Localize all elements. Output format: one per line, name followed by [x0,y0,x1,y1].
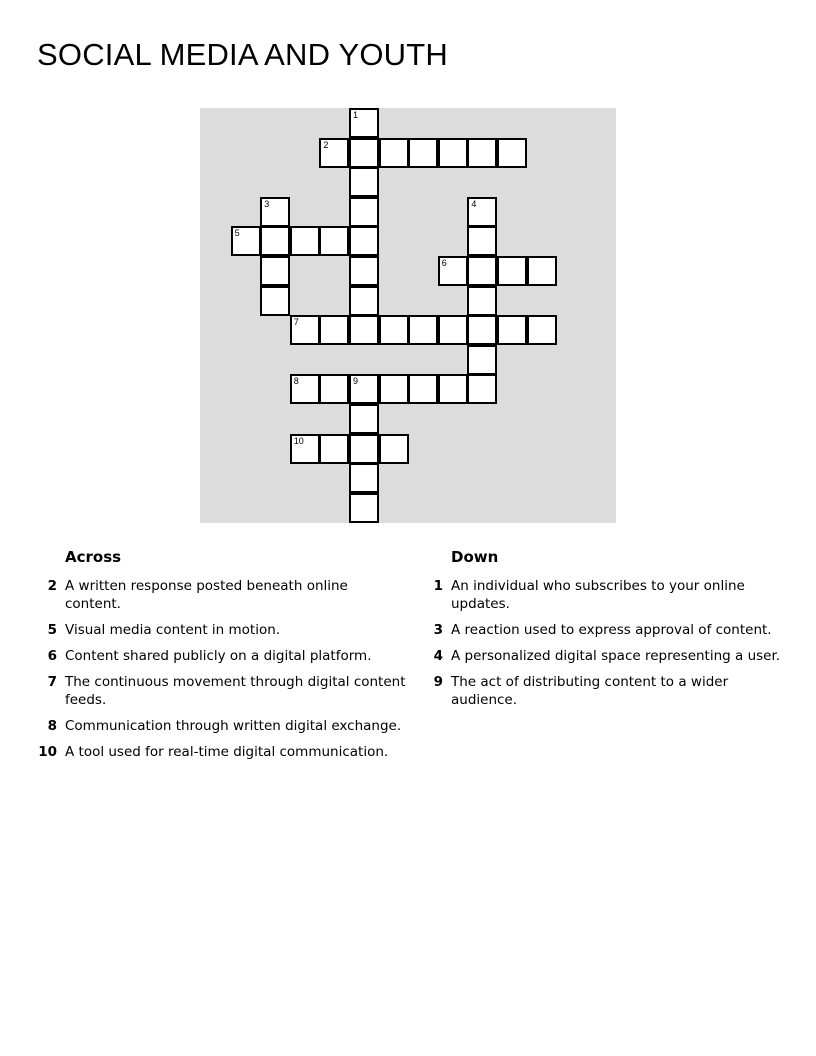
grid-cell[interactable] [467,138,497,168]
grid-cell[interactable] [467,286,497,316]
across-clue [37,717,407,735]
clue-number: 1 [353,110,359,120]
grid-cell[interactable] [527,256,557,286]
clue-number: 8 [293,376,299,387]
down-clue [423,647,788,665]
grid-cell[interactable] [467,256,497,286]
clue-number: 7 [47,674,57,690]
clue-text: A personalized digital space representing a user. [451,648,781,664]
grid-cell[interactable] [319,226,349,256]
grid-cell[interactable] [349,286,379,316]
clue-text: Content shared publicly on a digital platform. [65,648,372,664]
grid-cell[interactable] [438,374,468,404]
grid-cell[interactable] [319,374,349,404]
grid-cell[interactable] [408,315,438,345]
grid-cell[interactable] [497,256,527,286]
grid-cell[interactable] [349,493,379,523]
grid-cell[interactable] [349,434,379,464]
grid-cell[interactable] [467,374,497,404]
clue-number: 10 [38,744,57,760]
across-clue [37,647,407,665]
grid-cell[interactable] [497,138,527,168]
clue-text: A tool used for real-time digital communication. [65,744,389,760]
clue-number: 4 [471,198,477,209]
clue-number: 5 [47,622,57,638]
page-title: SOCIAL MEDIA AND YOUTH [37,37,448,72]
grid-cell[interactable] [349,108,379,138]
grid-cell[interactable] [438,315,468,345]
across-heading: Across [65,548,122,566]
clue-number: 4 [433,648,443,664]
clue-number: 3 [433,622,443,638]
across-clues [37,547,407,769]
across-clue [37,577,407,613]
clue-text: A written response posted beneath online content. [65,578,348,612]
grid-cell[interactable] [260,197,290,227]
clue-number: 5 [234,228,240,239]
grid-cell[interactable] [290,434,320,464]
grid-cell[interactable] [467,197,497,227]
clue-text: A reaction used to express approval of content. [451,622,772,638]
grid-cell[interactable] [379,315,409,345]
down-clue-list [423,577,788,709]
across-clue [37,621,407,639]
across-clue-list [37,577,407,761]
grid-cell[interactable] [319,315,349,345]
grid-cell[interactable] [349,226,379,256]
grid-cell[interactable] [349,463,379,493]
grid-cell[interactable] [467,226,497,256]
grid-cell[interactable] [231,226,261,256]
across-clue [37,673,407,709]
grid-cell[interactable] [408,374,438,404]
clue-number: 1 [433,578,443,594]
crossword-grid [200,108,616,523]
grid-cell[interactable] [438,256,468,286]
grid-cell[interactable] [408,138,438,168]
grid-cell[interactable] [319,434,349,464]
grid-cell[interactable] [290,226,320,256]
clue-number: 7 [293,317,299,328]
grid-cell[interactable] [319,138,349,168]
clue-number: 6 [441,258,447,268]
clue-number: 2 [47,578,57,594]
grid-cell[interactable] [349,167,379,197]
clue-number: 8 [47,718,57,734]
down-clue [423,621,788,639]
clue-number: 6 [47,648,57,664]
grid-cell[interactable] [379,138,409,168]
down-clues [423,547,788,717]
down-clue [423,577,788,613]
down-clue [423,673,788,709]
grid-cell[interactable] [349,404,379,434]
grid-cell[interactable] [290,374,320,404]
clue-number: 9 [353,376,359,387]
clue-text: Communication through written digital exchange. [65,718,402,734]
down-heading: Down [451,548,499,566]
grid-cell[interactable] [290,315,320,345]
across-clue [37,743,407,761]
grid-cell[interactable] [438,138,468,168]
clue-text: An individual who subscribes to your online updates. [451,578,745,612]
grid-cell[interactable] [260,256,290,286]
grid-cell[interactable] [497,315,527,345]
clue-number: 2 [323,139,329,150]
grid-cell[interactable] [260,286,290,316]
clue-text: Visual media content in motion. [65,622,281,638]
clue-number: 3 [264,198,270,209]
grid-cell[interactable] [349,197,379,227]
clue-number: 9 [433,674,443,690]
grid-cell[interactable] [467,315,497,345]
grid-cell[interactable] [260,226,290,256]
clue-text: The continuous movement through digital content feeds. [65,674,406,708]
grid-cell[interactable] [349,374,379,404]
grid-cell[interactable] [527,315,557,345]
grid-cell[interactable] [349,256,379,286]
grid-cell[interactable] [467,345,497,375]
grid-cell[interactable] [349,138,379,168]
grid-cell[interactable] [349,315,379,345]
clue-text: The act of distributing content to a wider audience. [451,674,729,708]
grid-cell[interactable] [379,374,409,404]
clue-number: 10 [293,435,304,446]
grid-cell[interactable] [379,434,409,464]
